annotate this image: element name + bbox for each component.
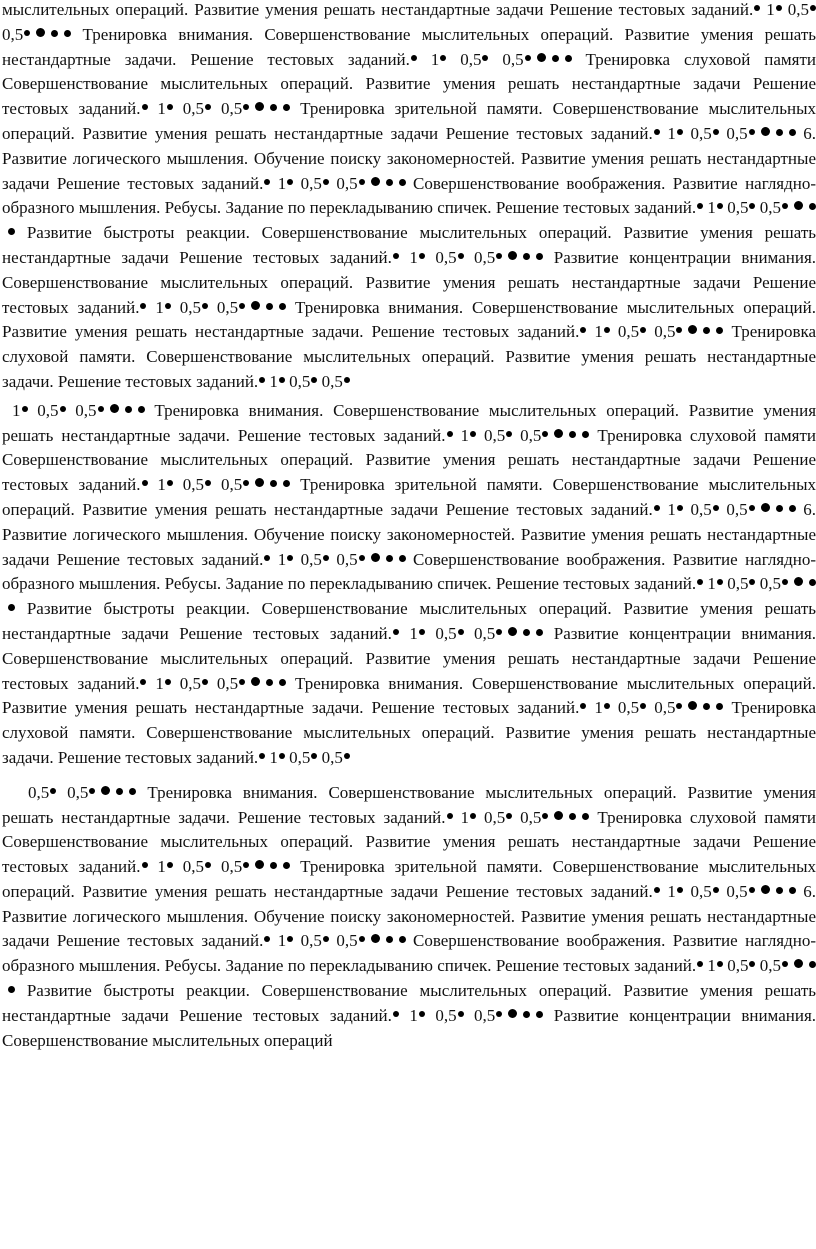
bullet-icon xyxy=(371,177,380,186)
bullet-icon xyxy=(749,129,755,135)
score-value: 1 xyxy=(703,198,716,218)
score-value: 0,5 xyxy=(65,400,97,420)
score-value: 1 xyxy=(586,698,603,718)
score-value: 1 xyxy=(398,623,418,643)
bullet-icon xyxy=(761,885,770,894)
bullet-icon xyxy=(138,406,145,413)
score-value: 0,5 xyxy=(424,1005,457,1025)
bullet-icon xyxy=(283,104,290,111)
bullet-icon xyxy=(8,986,15,993)
bullet-icon xyxy=(255,860,264,869)
score-value: 1 xyxy=(146,297,164,317)
score-value: 0,5 xyxy=(27,400,59,420)
bullet-icon xyxy=(776,129,783,136)
score-value: 0,5 xyxy=(646,322,676,342)
bullet-icon xyxy=(782,579,788,585)
bullet-icon xyxy=(359,555,365,561)
bullet-icon xyxy=(749,505,755,511)
text-segment: Тренировка внимания. Совершенствование мыслительных операций. Развитие умения решать нестандартные задачи. Решение тестовых заданий. xyxy=(2,297,816,342)
bullet-icon xyxy=(782,203,788,209)
score-value: 6. Развитие логического мышления. Обучение поиску закономерностей. Развитие умения решать нестандартные задачи Решение тестовых заданий. xyxy=(2,499,816,569)
bullet-icon xyxy=(508,251,517,260)
bullet-icon xyxy=(129,788,136,795)
bullet-icon xyxy=(344,377,350,383)
score-value: 0,5 xyxy=(317,371,343,391)
score-value: 0,5 xyxy=(463,1005,496,1025)
bullet-icon xyxy=(523,629,530,636)
score-value: 0,5 xyxy=(446,49,482,69)
text-segment: Развитие быстроты реакции. Совершенствование мыслительных операций. Развитие умения решать нестандартные задачи Решение тестовых заданий. xyxy=(2,599,816,643)
bullet-icon xyxy=(399,936,406,943)
score-value: 1 xyxy=(147,99,166,119)
score-value: 0,5 xyxy=(682,123,712,143)
bullet-icon xyxy=(536,253,543,260)
score-value: 0,5 xyxy=(718,499,748,519)
bullet-icon xyxy=(51,30,58,37)
text-segment: Развитие быстроты реакции. Совершенствование мыслительных операций. Развитие умения решать нестандартные задачи Решение тестовых заданий. xyxy=(2,223,816,267)
score-value: 0,5 xyxy=(424,247,457,267)
bullet-icon xyxy=(542,431,548,437)
score-value: 1 xyxy=(398,247,418,267)
bullet-icon xyxy=(676,703,682,709)
score-value: 0,5 xyxy=(424,623,457,643)
score-value: 0,5 xyxy=(463,247,496,267)
bullet-icon xyxy=(582,813,589,820)
bullet-icon xyxy=(582,431,589,438)
score-value: 1 xyxy=(265,747,278,767)
bullet-icon xyxy=(809,579,816,586)
score-value: 1 xyxy=(146,673,164,693)
score-value: 0,5 xyxy=(293,549,322,569)
bullet-icon xyxy=(794,201,803,210)
bullet-icon xyxy=(789,887,796,894)
bullet-icon xyxy=(536,1011,543,1018)
bullet-icon xyxy=(399,555,406,562)
score-value: 1 xyxy=(760,0,775,19)
score-value: 1 xyxy=(12,400,21,420)
bullet-icon xyxy=(36,28,45,37)
bullet-icon xyxy=(344,753,350,759)
bullet-icon xyxy=(782,961,788,967)
score-value: 0,5 xyxy=(609,698,640,718)
bullet-icon xyxy=(283,862,290,869)
paragraph-1 xyxy=(0,0,816,395)
text-segment: Тренировка внимания. Совершенствование мыслительных операций. Развитие умения решать нестандартные задачи. Решение тестовых заданий. xyxy=(2,24,816,69)
bullet-icon xyxy=(496,1011,502,1017)
score-value: 1 xyxy=(147,475,166,495)
score-value: 0,5 xyxy=(211,857,243,877)
score-value: 1 xyxy=(270,931,287,951)
bullet-icon xyxy=(716,703,723,710)
bullet-icon xyxy=(270,480,277,487)
score-value: 1 xyxy=(703,956,716,976)
score-value: 0,5 xyxy=(755,574,782,594)
bullet-icon xyxy=(279,303,286,310)
bullet-icon xyxy=(523,1011,530,1018)
bullet-icon xyxy=(794,577,803,586)
bullet-icon xyxy=(24,30,30,36)
score-value: 1 xyxy=(703,574,716,594)
score-value: 0,5 xyxy=(211,99,243,119)
text-segment: Тренировка слуховой памяти. Совершенствование мыслительных операций. Развитие умения решать нестандартные задачи. Решение тестовых заданий. xyxy=(2,698,816,767)
bullet-icon xyxy=(676,327,682,333)
score-value: 0,5 xyxy=(284,371,311,391)
score-value: 0,5 xyxy=(170,673,201,693)
score-value: 0,5 xyxy=(488,49,524,69)
text-segment: мыслительных операций. Развитие умения решать нестандартные задачи Решение тестовых заданий. xyxy=(2,0,754,19)
text-segment: Тренировка зрительной памяти. Совершенствование мыслительных операций. Развитие умения решать нестандартные задачи Решение тестовых заданий. xyxy=(2,857,816,901)
score-value: 0,5 xyxy=(755,956,782,976)
bullet-icon xyxy=(552,55,559,62)
bullet-icon xyxy=(542,813,548,819)
score-value: 0,5 xyxy=(172,99,205,119)
bullet-icon xyxy=(761,503,770,512)
text-segment: Тренировка слуховой памяти Совершенствование мыслительных операций. Развитие умения решать нестандартные задачи Решение тестовых заданий. xyxy=(2,49,816,119)
bullet-icon xyxy=(386,179,393,186)
paragraph-2 xyxy=(0,399,816,771)
bullet-icon xyxy=(536,629,543,636)
score-value: 0,5 xyxy=(475,807,506,827)
score-value: 0,5 xyxy=(722,956,749,976)
bullet-icon xyxy=(359,936,365,942)
bullet-icon xyxy=(386,555,393,562)
bullet-icon xyxy=(98,406,104,412)
text-segment: Развитие концентрации внимания. Совершенствование мыслительных операций. Развитие умения решать нестандартные задачи Решение тестовых заданий. xyxy=(2,623,816,693)
bullet-icon xyxy=(239,303,245,309)
score-value: 0,5 xyxy=(682,881,712,901)
bullet-icon xyxy=(386,936,393,943)
score-value: 0,5 xyxy=(646,698,676,718)
score-value: 0,5 xyxy=(2,24,24,44)
bullet-icon xyxy=(125,406,132,413)
score-value: 1 xyxy=(586,322,603,342)
text-segment: Тренировка слуховой памяти Совершенствование мыслительных операций. Развитие умения решать нестандартные задачи Решение тестовых заданий. xyxy=(2,807,816,877)
bullet-icon xyxy=(64,30,71,37)
bullet-icon xyxy=(794,959,803,968)
score-value: 0,5 xyxy=(609,322,640,342)
bullet-icon xyxy=(703,327,710,334)
bullet-icon xyxy=(703,703,710,710)
score-value: 1 xyxy=(659,123,676,143)
bullet-icon xyxy=(266,679,273,686)
bullet-icon xyxy=(776,887,783,894)
score-value: 0,5 xyxy=(755,198,782,218)
score-value: 0,5 xyxy=(172,475,205,495)
bullet-icon xyxy=(565,55,572,62)
bullet-icon xyxy=(508,1009,517,1018)
text-segment: Совершенствование воображения. Развитие наглядно-образного мышления. Ребусы. Задание по перекладыванию спичек. Решение тестовых заданий. xyxy=(2,549,816,594)
bullet-icon xyxy=(789,505,796,512)
score-value: 1 xyxy=(265,371,278,391)
bullet-icon xyxy=(251,677,260,686)
bullet-icon xyxy=(255,478,264,487)
bullet-icon xyxy=(569,431,576,438)
bullet-icon xyxy=(776,505,783,512)
bullet-icon xyxy=(688,701,697,710)
bullet-icon xyxy=(251,301,260,310)
score-value: 0,5 xyxy=(512,807,542,827)
score-value: 1 xyxy=(452,425,469,445)
score-value: 0,5 xyxy=(170,297,201,317)
score-value: 0,5 xyxy=(328,931,358,951)
text-segment: Развитие концентрации внимания. Совершенствование мыслительных операций xyxy=(2,1005,816,1050)
score-value: 0,5 xyxy=(284,747,311,767)
bullet-icon xyxy=(716,327,723,334)
score-value: 1 xyxy=(416,49,440,69)
text-segment: Тренировка зрительной памяти. Совершенствование мыслительных операций. Развитие умения решать нестандартные задачи Решение тестовых заданий. xyxy=(2,475,816,519)
bullet-icon xyxy=(761,127,770,136)
score-value: 1 xyxy=(659,499,676,519)
score-value: 1 xyxy=(270,173,287,193)
bullet-icon xyxy=(243,104,249,110)
bullet-icon xyxy=(525,55,531,61)
bullet-icon xyxy=(809,203,816,210)
bullet-icon xyxy=(266,303,273,310)
score-value: 0,5 xyxy=(317,747,343,767)
score-value: 0,5 xyxy=(463,623,496,643)
bullet-icon xyxy=(89,788,95,794)
bullet-icon xyxy=(496,629,502,635)
bullet-icon xyxy=(569,813,576,820)
bullet-icon xyxy=(239,679,245,685)
bullet-icon xyxy=(688,325,697,334)
score-value: 0,5 xyxy=(722,574,749,594)
bullet-icon xyxy=(243,480,249,486)
bullet-icon xyxy=(789,129,796,136)
bullet-icon xyxy=(255,102,264,111)
text-segment: Развитие концентрации внимания. Совершенствование мыслительных операций. Развитие умения решать нестандартные задачи Решение тестовых заданий. xyxy=(2,247,816,317)
score-value: 1 xyxy=(270,549,287,569)
bullet-icon xyxy=(537,53,546,62)
text-segment: Развитие быстроты реакции. Совершенствование мыслительных операций. Развитие умения решать нестандартные задачи Решение тестовых заданий. xyxy=(2,981,816,1025)
bullet-icon xyxy=(359,179,365,185)
score-value: 0,5 xyxy=(211,475,243,495)
score-value: 1 xyxy=(398,1005,418,1025)
score-value: 0,5 xyxy=(293,931,322,951)
score-value: 0,5 xyxy=(718,881,748,901)
bullet-icon xyxy=(116,788,123,795)
text-segment: Совершенствование воображения. Развитие наглядно-образного мышления. Ребусы. Задание по перекладыванию спичек. Решение тестовых заданий. xyxy=(2,931,816,976)
score-value: 1 xyxy=(452,807,469,827)
score-value: 0,5 xyxy=(682,499,712,519)
text-segment: Тренировка внимания. Совершенствование мыслительных операций. Развитие умения решать нестандартные задачи. Решение тестовых заданий. xyxy=(2,782,816,827)
bullet-icon xyxy=(110,404,119,413)
bullet-icon xyxy=(101,786,110,795)
score-value: 6. Развитие логического мышления. Обучение поиску закономерностей. Развитие умения решать нестандартные задачи Решение тестовых заданий. xyxy=(2,881,816,951)
text-segment: Тренировка слуховой памяти. Совершенствование мыслительных операций. Развитие умения решать нестандартные задачи. Решение тестовых заданий. xyxy=(2,322,816,391)
score-value: 0,5 xyxy=(207,673,239,693)
bullet-icon xyxy=(554,429,563,438)
paragraph-3 xyxy=(0,781,816,1054)
bullet-icon xyxy=(496,253,502,259)
bullet-icon xyxy=(283,480,290,487)
score-value: 0,5 xyxy=(56,782,89,802)
score-value: 1 xyxy=(147,857,166,877)
score-value: 0,5 xyxy=(512,425,542,445)
score-value: 0,5 xyxy=(172,857,205,877)
bullet-icon xyxy=(508,627,517,636)
score-value: 1 xyxy=(659,881,676,901)
bullet-icon xyxy=(8,228,15,235)
bullet-icon xyxy=(243,862,249,868)
score-value: 0,5 xyxy=(293,173,322,193)
score-value: 0,5 xyxy=(718,123,748,143)
bullet-icon xyxy=(810,5,816,11)
bullet-icon xyxy=(399,179,406,186)
score-value: 6. Развитие логического мышления. Обучение поиску закономерностей. Развитие умения решать нестандартные задачи Решение тестовых заданий. xyxy=(2,123,816,193)
bullet-icon xyxy=(8,604,15,611)
text-segment: Тренировка внимания. Совершенствование мыслительных операций. Развитие умения решать нестандартные задачи. Решение тестовых заданий. xyxy=(2,673,816,718)
bullet-icon xyxy=(270,104,277,111)
text-segment: Тренировка зрительной памяти. Совершенствование мыслительных операций. Развитие умения решать нестандартные задачи Решение тестовых заданий. xyxy=(2,99,816,143)
text-segment: Совершенствование воображения. Развитие наглядно-образного мышления. Ребусы. Задание по перекладыванию спичек. Решение тестовых заданий. xyxy=(2,173,816,218)
score-value: 0,5 xyxy=(722,198,749,218)
bullet-icon xyxy=(371,553,380,562)
score-value: 0,5 xyxy=(328,173,358,193)
bullet-icon xyxy=(523,253,530,260)
score-value: 0,5 xyxy=(28,782,50,802)
score-value: 0,5 xyxy=(781,0,810,19)
text-segment: Тренировка слуховой памяти Совершенствование мыслительных операций. Развитие умения решать нестандартные задачи Решение тестовых заданий. xyxy=(2,425,816,495)
bullet-icon xyxy=(279,679,286,686)
bullet-icon xyxy=(270,862,277,869)
text-segment: Тренировка внимания. Совершенствование мыслительных операций. Развитие умения решать нестандартные задачи. Решение тестовых заданий. xyxy=(2,400,816,445)
bullet-icon xyxy=(749,887,755,893)
bullet-icon xyxy=(371,934,380,943)
bullet-icon xyxy=(554,811,563,820)
bullet-icon xyxy=(809,961,816,968)
score-value: 0,5 xyxy=(328,549,358,569)
score-value: 0,5 xyxy=(207,297,239,317)
score-value: 0,5 xyxy=(475,425,506,445)
